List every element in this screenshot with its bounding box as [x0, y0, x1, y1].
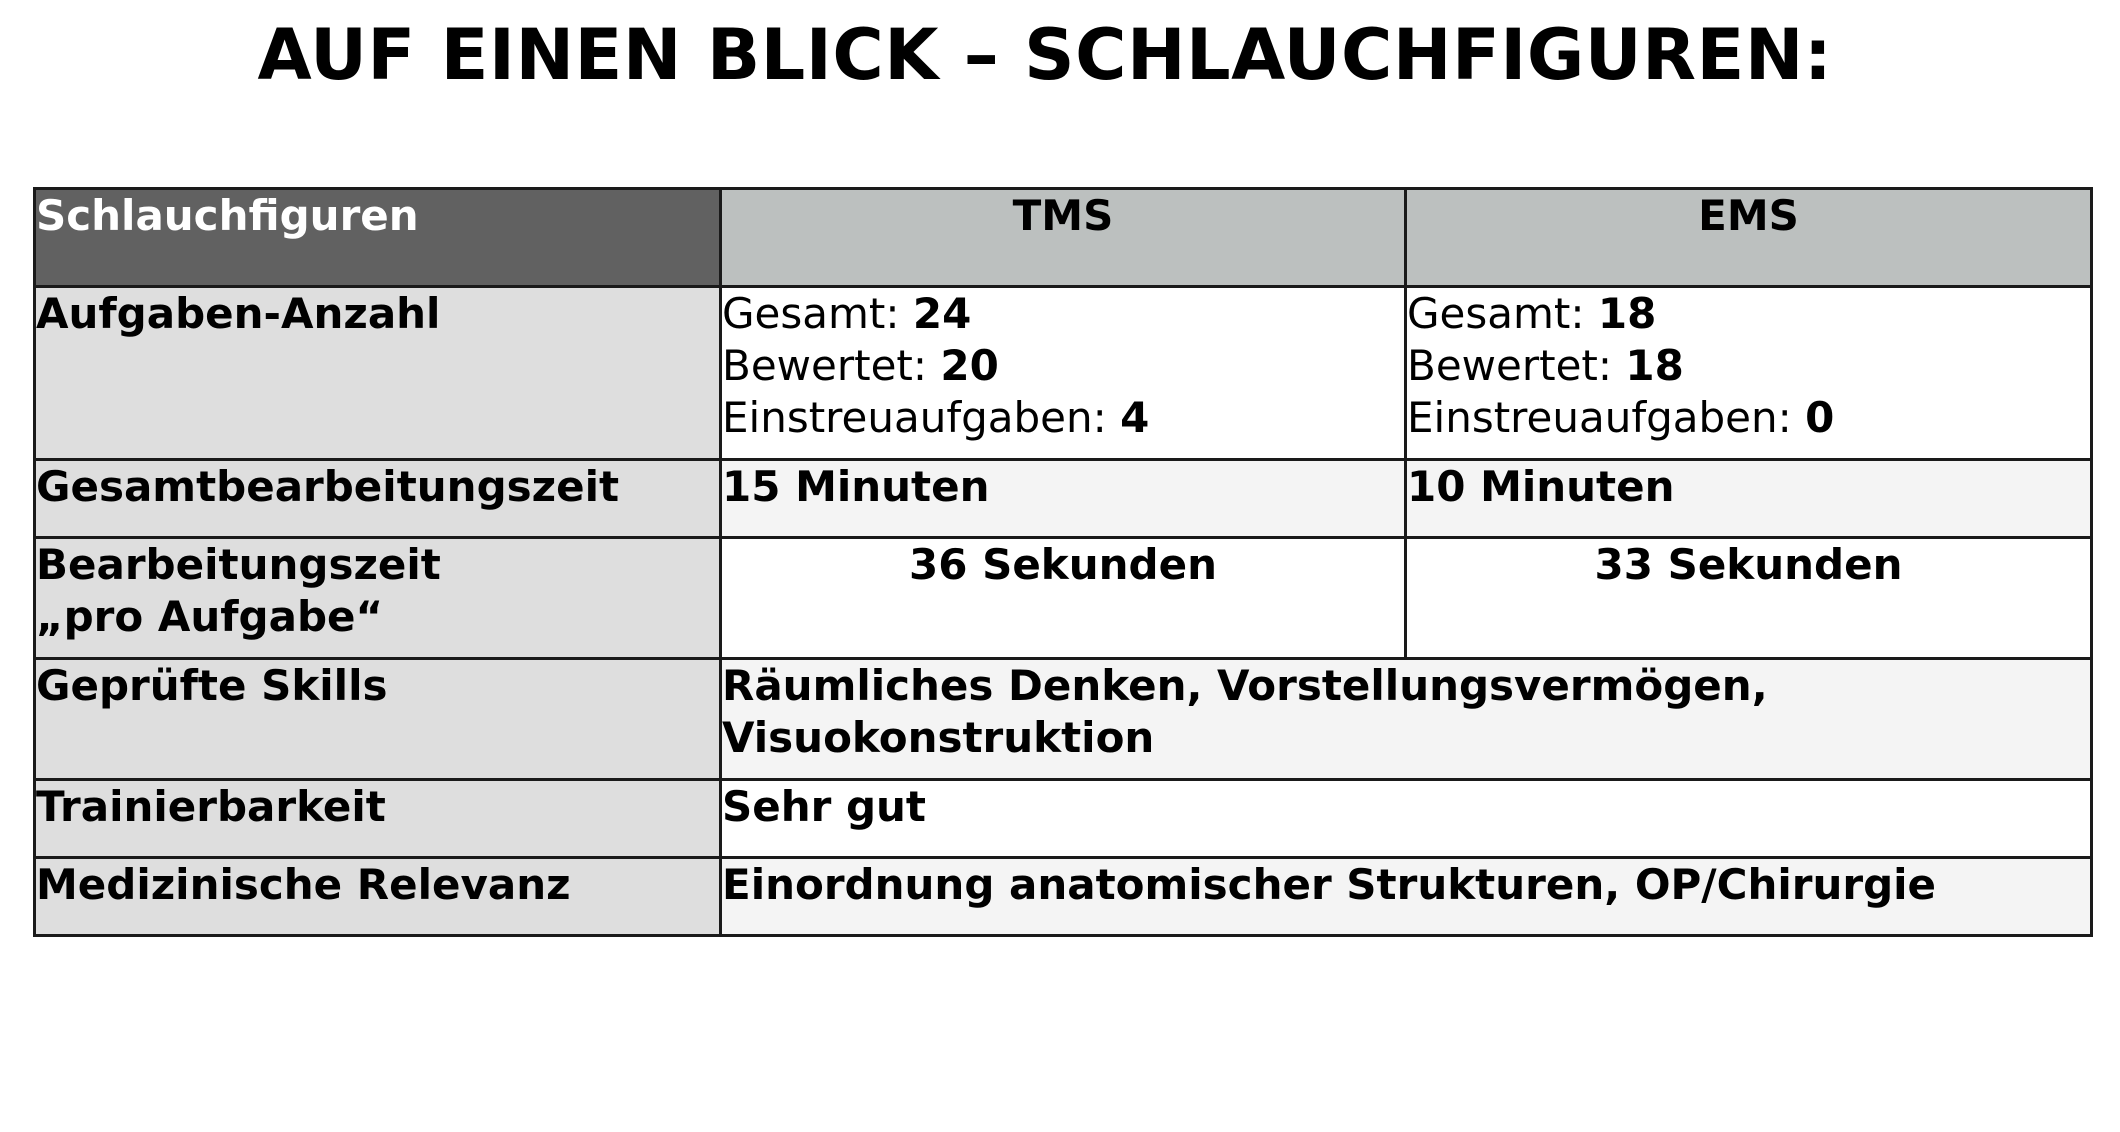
einstreu-line-ems [1407, 392, 2090, 444]
einstreu-line-tms [722, 392, 1404, 444]
cell-aufgaben-tms [721, 287, 1406, 460]
page-title: AUF EINEN BLICK – SCHLAUCHFIGUREN: [257, 14, 1833, 96]
row-header-line1: Bearbeitungszeit [36, 540, 441, 589]
row-header-trainierbarkeit: Trainierbarkeit [35, 780, 721, 858]
row-header-aufgaben: Aufgaben-Anzahl [35, 287, 721, 460]
cell-zeit-pro-aufgabe-tms: 36 Sekunden [721, 538, 1406, 659]
row-header-skills: Geprüfte Skills [35, 659, 721, 780]
row-header-zeit-pro-aufgabe [35, 538, 721, 659]
cell-skills [721, 659, 2092, 780]
table-row-gesamtzeit [35, 460, 2092, 538]
table-row-trainierbarkeit [35, 780, 2092, 858]
cell-zeit-pro-aufgabe-ems: 33 Sekunden [1406, 538, 2092, 659]
table-header-row [35, 189, 2092, 287]
bewertet-label: Bewertet: [722, 341, 928, 390]
column-header-ems: EMS [1406, 189, 2092, 287]
skills-line1: Räumliches Denken, Vorstellungsvermögen, [722, 661, 1768, 710]
bewertet-value-ems: 18 [1625, 341, 1684, 390]
cell-gesamtzeit-tms: 15 Minuten [721, 460, 1406, 538]
row-header-line2: „pro Aufgabe“ [36, 592, 384, 641]
row-header-relevanz: Medizinische Relevanz [35, 858, 721, 936]
gesamt-value-ems: 18 [1597, 289, 1657, 338]
table-row-aufgaben [35, 287, 2092, 460]
cell-gesamtzeit-ems: 10 Minuten [1406, 460, 2092, 538]
skills-line2: Visuokonstruktion [722, 713, 1155, 762]
einstreu-value-tms: 4 [1120, 393, 1150, 442]
cell-aufgaben-ems [1406, 287, 2092, 460]
einstreu-value-ems: 0 [1805, 393, 1835, 442]
gesamt-line-tms [722, 288, 1404, 340]
table-row-skills [35, 659, 2092, 780]
gesamt-value-tms: 24 [912, 289, 972, 338]
corner-header: Schlauchfiguren [35, 189, 721, 287]
cell-trainierbarkeit: Sehr gut [721, 780, 2092, 858]
gesamt-label: Gesamt: [1407, 289, 1585, 338]
row-header-gesamtzeit: Gesamtbearbeitungszeit [35, 460, 721, 538]
bewertet-line-ems [1407, 340, 2090, 392]
table-row-relevanz [35, 858, 2092, 936]
bewertet-line-tms [722, 340, 1404, 392]
einstreu-label: Einstreuaufgaben: [722, 393, 1107, 442]
cell-relevanz: Einordnung anatomischer Strukturen, OP/Chirurgie [721, 858, 2092, 936]
overview-table [33, 187, 2093, 937]
bewertet-value-tms: 20 [940, 341, 999, 390]
gesamt-label: Gesamt: [722, 289, 900, 338]
einstreu-label: Einstreuaufgaben: [1407, 393, 1792, 442]
bewertet-label: Bewertet: [1407, 341, 1613, 390]
table-row-zeit-pro-aufgabe [35, 538, 2092, 659]
gesamt-line-ems [1407, 288, 2090, 340]
column-header-tms: TMS [721, 189, 1406, 287]
